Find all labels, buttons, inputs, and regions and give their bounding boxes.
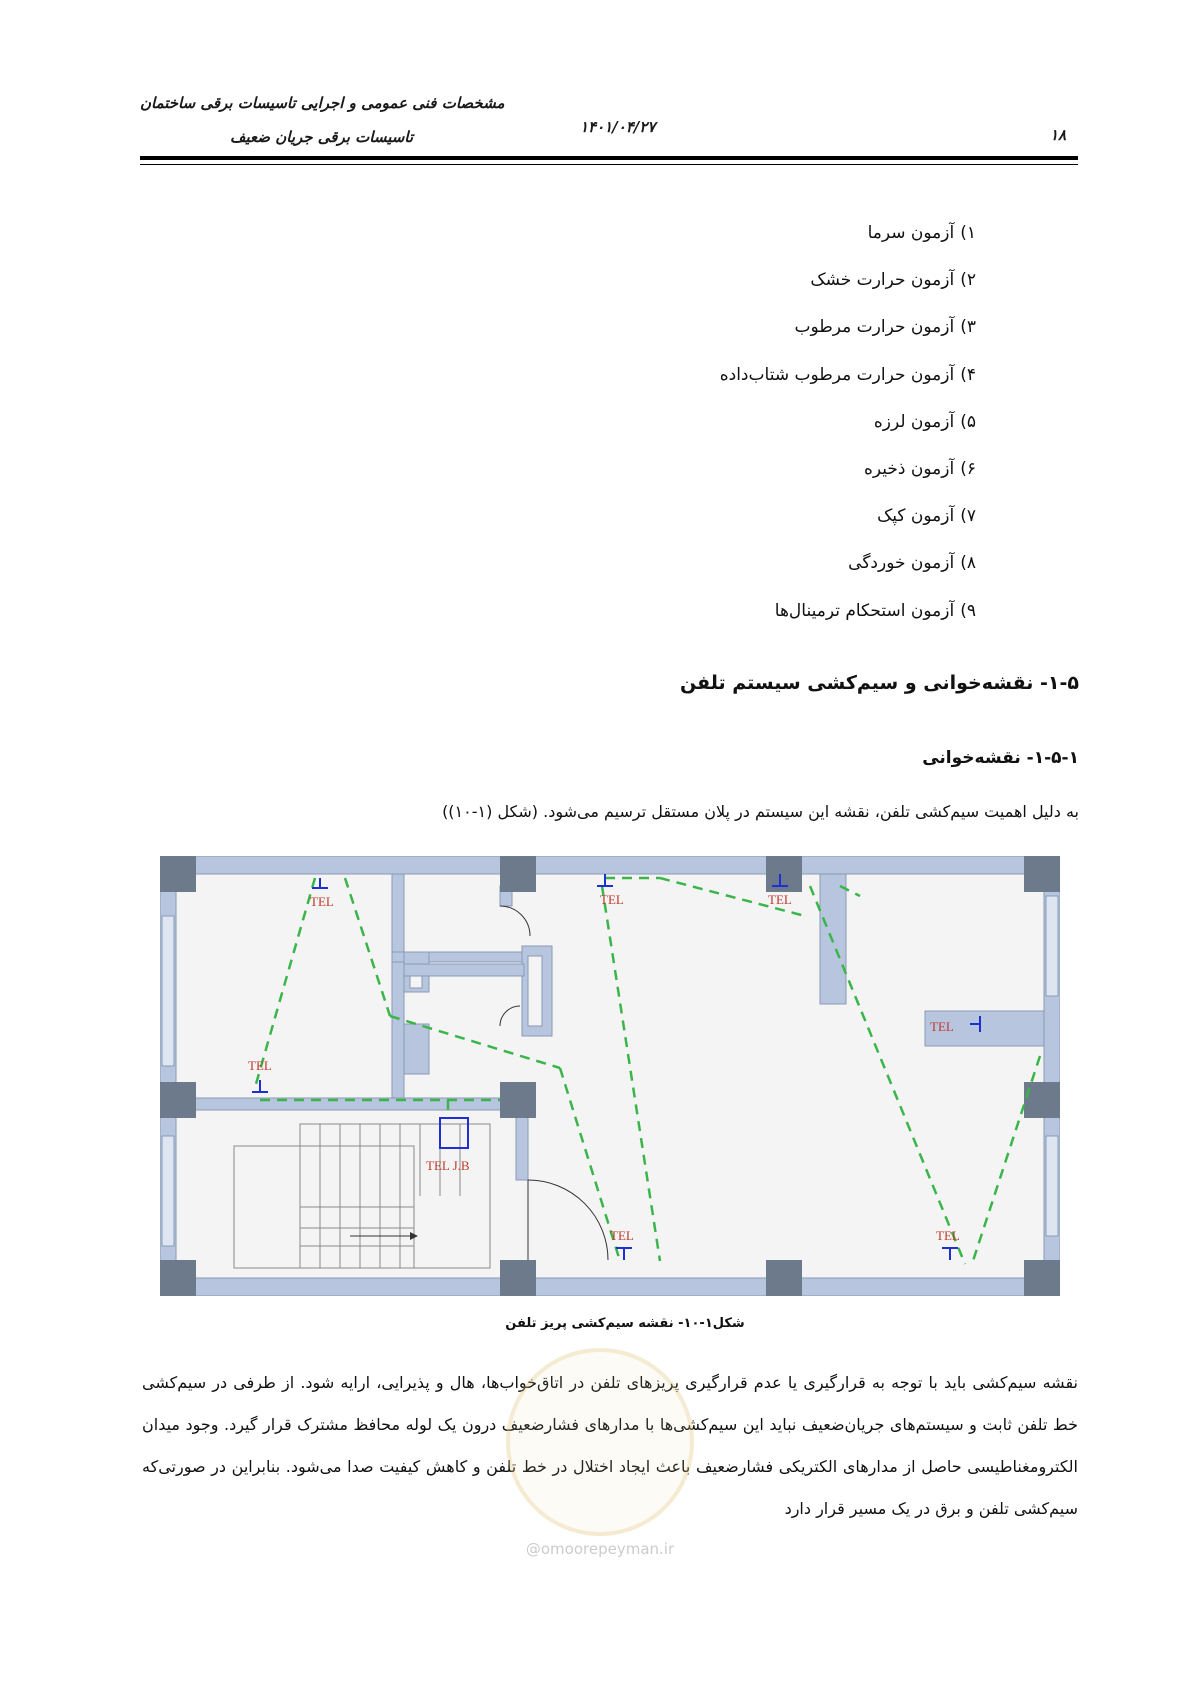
tel-label: TEL [248, 1058, 272, 1073]
tel-label: TEL [310, 894, 334, 909]
list-item: ۶)آزمون ذخیره [864, 458, 976, 479]
list-item: ۵)آزمون لرزه [873, 411, 976, 432]
watermark-seal [506, 1348, 694, 1536]
intro-paragraph: به دلیل اهمیت سیم‌کشی تلفن، نقشه این سیستم در پلان مستقل ترسیم می‌شود. (شکل (۱-۱۰)) [442, 802, 1079, 821]
body-paragraph: نقشه سیم‌کشی باید با توجه به قرارگیری یا عدم قرارگیری پریزهای تلفن در اتاق‌خواب‌ها، هال و پذیرایی، ارایه شود. از طرفی در سیم‌کشی خط تلفن ثابت و سیستم‌های جریان‌ضعیف نباید این سیم‌کشی‌ها با مدارهای فشارضعیف درون یک لوله محافظ مشترک قرار گیرد. وجود میدان الکترومغناطیسی حاصل از مدارهای الکتریکی فشارضعیف باعث ایجاد اختلال در خط تلفن و کاهش کیفیت صدا می‌شود. بنابراین در صورتی‌که سیم‌کشی تلفن و برق در یک مسیر قرار دارد [142, 1373, 1078, 1518]
page-number: ۱۸ [1050, 126, 1067, 144]
figure-caption: شکل۱-۱۰- نقشه سیم‌کشی پریز تلفن [505, 1316, 745, 1331]
tel-label: TEL [600, 892, 624, 907]
watermark-text: @omoorepeyman.ir [525, 1540, 675, 1558]
tel-label: TEL [610, 1228, 634, 1243]
tel-label: TEL [768, 892, 792, 907]
document-title: مشخصات فنی عمومی و اجرایی تاسیسات برقی ساختمان [140, 94, 505, 112]
list-item: ۱)آزمون سرما [867, 223, 976, 243]
tel-label: TEL [930, 1019, 954, 1034]
header-rule-thick [140, 156, 1078, 160]
list-item: ۹)آزمون استحکام ترمینال‌ها [774, 600, 976, 621]
list-item: ۲)آزمون حرارت خشک [810, 270, 976, 291]
document-date: ۱۴۰۱/۰۴/۲۷ [580, 118, 656, 136]
list-item: ۸)آزمون خوردگی [848, 553, 976, 574]
list-item: ۴)آزمون حرارت مرطوب شتاب‌داده [719, 364, 976, 385]
tel-label: TEL [936, 1228, 960, 1243]
test-list [376, 218, 976, 643]
subsection-heading: ۱-۵-۱- نقشه‌خوانی [922, 748, 1079, 768]
header-rule-thin [140, 164, 1078, 165]
junction-box-label: TEL J.B [426, 1158, 470, 1173]
document-subtitle: تاسیسات برقی جریان ضعیف [230, 128, 414, 146]
telephone-wiring-plan [160, 856, 1060, 1296]
section-heading: ۱-۵- نقشه‌خوانی و سیم‌کشی سیستم تلفن [679, 672, 1079, 694]
list-item: ۷)آزمون کپک [877, 506, 976, 527]
list-item: ۳)آزمون حرارت مرطوب [794, 317, 976, 338]
